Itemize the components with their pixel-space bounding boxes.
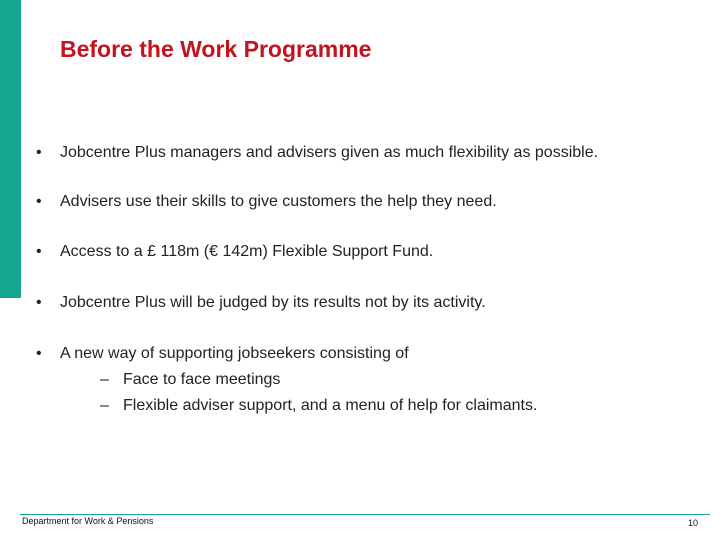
bullet-text: Advisers use their skills to give customers the help they need.	[60, 193, 497, 210]
bullet-icon: •	[36, 294, 42, 311]
bullet-text: Jobcentre Plus will be judged by its results not by its activity.	[60, 294, 486, 311]
footer-divider	[20, 514, 710, 515]
bullet-icon: •	[36, 193, 42, 210]
bullet-text: Jobcentre Plus managers and advisers given as much flexibility as possible.	[60, 144, 599, 161]
bullet-icon: •	[36, 144, 42, 161]
bullet-text: A new way of supporting jobseekers consisting of	[60, 345, 409, 362]
sub-bullet-text: Face to face meetings	[123, 371, 281, 388]
accent-bar	[0, 0, 21, 298]
bullet-icon: •	[36, 345, 42, 362]
sub-bullet-text: Flexible adviser support, and a menu of help for claimants.	[123, 397, 538, 414]
footer-organisation: Department for Work & Pensions	[22, 516, 154, 526]
bullet-icon: •	[36, 243, 42, 260]
dash-icon: –	[100, 371, 109, 388]
slide-title: Before the Work Programme	[60, 36, 372, 62]
dash-icon: –	[100, 397, 109, 414]
page-number: 10	[687, 518, 698, 528]
bullet-text: Access to a £ 118m (€ 142m) Flexible Support Fund.	[60, 243, 434, 260]
